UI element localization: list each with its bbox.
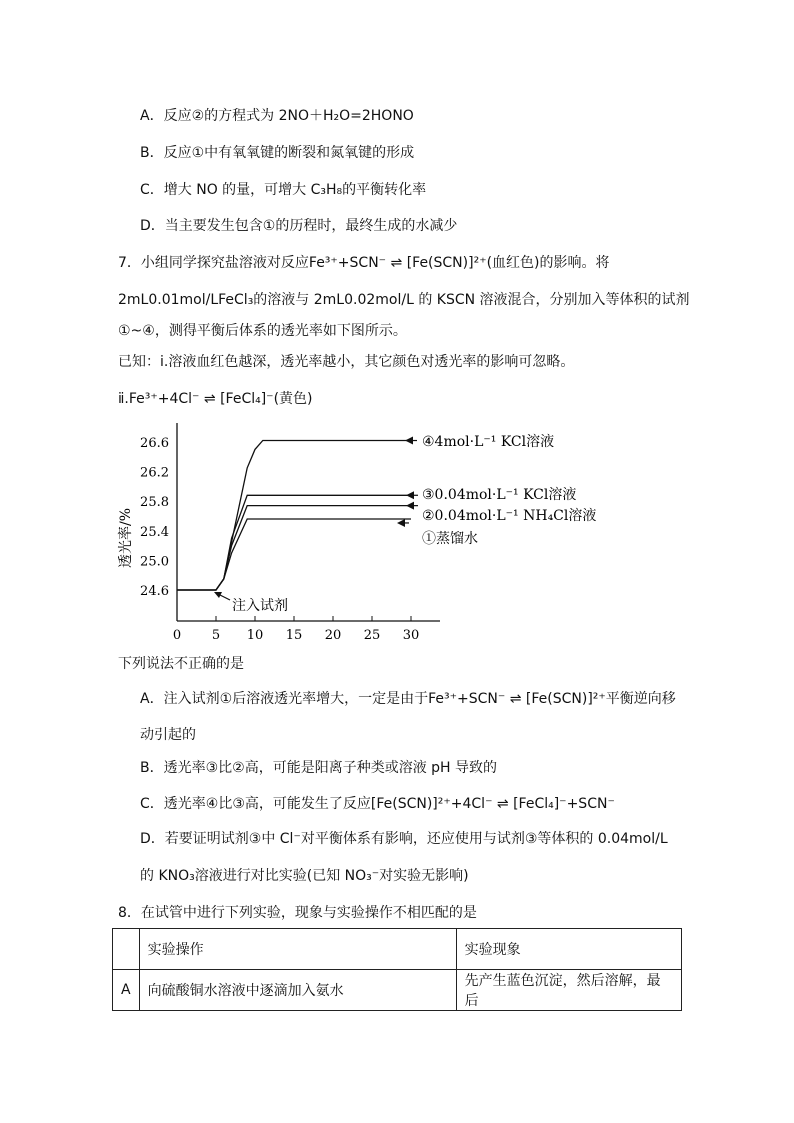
q7-option-b: B．透光率③比②高，可能是阳离子种类或溶液 pH 导致的 bbox=[140, 760, 498, 776]
legend-arrow-head bbox=[406, 491, 414, 499]
y-tick-label: 25.0 bbox=[140, 554, 169, 570]
table-header-cell bbox=[113, 929, 140, 970]
q6-option-b: B．反应①中有氧氧键的断裂和氮氧键的形成 bbox=[140, 145, 415, 161]
table-cell: 向硫酸铜水溶液中逐滴加入氨水 bbox=[139, 970, 456, 1011]
q7-question: 下列说法不正确的是 bbox=[118, 656, 244, 672]
y-tick-label: 25.8 bbox=[140, 495, 169, 511]
legend-label: ①蒸馏水 bbox=[422, 531, 478, 547]
q8-stem: 8．在试管中进行下列实验，现象与实验操作不相匹配的是 bbox=[118, 905, 477, 921]
x-tick-label: 15 bbox=[285, 628, 303, 643]
inject-annotation: 注入试剂 bbox=[232, 598, 288, 614]
q6-option-a: A．反应②的方程式为 2NO＋H₂O=2HONO bbox=[140, 108, 414, 124]
table-header-cell: 实验操作 bbox=[139, 929, 456, 970]
chart-series bbox=[177, 441, 411, 591]
q7-stem-line1: 7．小组同学探究盐溶液对反应Fe³⁺+SCN⁻ ⇌ [Fe(SCN)]²⁺(血红色)的影响。将 bbox=[118, 255, 610, 271]
series-line-1 bbox=[177, 441, 411, 591]
q6-option-d: D．当主要发生包含①的历程时，最终生成的水减少 bbox=[140, 218, 458, 234]
y-tick-label: 26.6 bbox=[140, 436, 169, 451]
chart-legend bbox=[214, 433, 596, 600]
x-tick-label: 25 bbox=[363, 628, 381, 643]
x-tick-label: 30 bbox=[402, 628, 420, 643]
y-tick-label: 24.6 bbox=[140, 584, 169, 599]
series-line-2 bbox=[177, 495, 411, 590]
y-axis-label: 透光率/% bbox=[118, 507, 134, 569]
q7-option-a-line1: A．注入试剂①后溶液透光率增大，一定是由于Fe³⁺+SCN⁻ ⇌ [Fe(SCN)]²⁺平衡逆向移 bbox=[140, 691, 676, 707]
q7-option-a-line2: 动引起的 bbox=[140, 727, 196, 743]
x-tick-label: 10 bbox=[246, 628, 264, 643]
q6-option-c: C．增大 NO 的量，可增大 C₃H₈的平衡转化率 bbox=[140, 182, 427, 198]
y-tick-label: 25.4 bbox=[140, 524, 169, 540]
q7-stem-line3: ①~④，测得平衡后体系的透光率如下图所示。 bbox=[118, 323, 407, 339]
transmittance-chart bbox=[110, 418, 600, 646]
q7-known-ii: ⅱ.Fe³⁺+4Cl⁻ ⇌ [FeCl₄]⁻(黄色) bbox=[118, 391, 313, 407]
q7-known-i: 已知：ⅰ.溶液血红色越深，透光率越小，其它颜色对透光率的影响可忽略。 bbox=[118, 354, 575, 370]
series-line-4 bbox=[177, 519, 411, 590]
q7-option-c: C．透光率④比③高，可能发生了反应[Fe(SCN)]²⁺+4Cl⁻ ⇌ [FeCl₄]⁻+SCN⁻ bbox=[140, 796, 615, 812]
legend-label: ④4mol·L⁻¹ KCl溶液 bbox=[422, 434, 555, 450]
table-row bbox=[113, 970, 682, 1011]
x-tick-label: 0 bbox=[172, 628, 182, 643]
legend-arrow-head bbox=[405, 437, 413, 445]
chart-axes bbox=[140, 423, 440, 643]
x-tick-label: 20 bbox=[324, 628, 342, 643]
x-tick-label: 5 bbox=[211, 628, 221, 643]
series-line-3 bbox=[177, 506, 411, 590]
legend-label: ③0.04mol·L⁻¹ KCl溶液 bbox=[422, 487, 577, 503]
legend-arrow-head bbox=[406, 502, 414, 510]
y-tick-label: 26.2 bbox=[140, 465, 169, 481]
q7-option-d-line2: 的 KNO₃溶液进行对比实验(已知 NO₃⁻对实验无影响) bbox=[140, 868, 469, 884]
table-cell: 先产生蓝色沉淀，然后溶解，最后 bbox=[456, 970, 681, 1011]
q7-stem-line2: 2mL0.01mol/LFeCl₃的溶液与 2mL0.02mol/L 的 KSCN 溶液混合，分别加入等体积的试剂 bbox=[118, 292, 690, 308]
legend-label: ②0.04mol·L⁻¹ NH₄Cl溶液 bbox=[422, 508, 597, 524]
table-header-row bbox=[113, 929, 682, 970]
table-cell: A bbox=[113, 970, 140, 1011]
legend-arrow-head bbox=[397, 519, 405, 527]
experiment-table bbox=[112, 928, 682, 1011]
q7-option-d-line1: D．若要证明试剂③中 Cl⁻对平衡体系有影响，还应使用与试剂③等体积的 0.04mol/L bbox=[140, 831, 668, 847]
table-header-cell: 实验现象 bbox=[456, 929, 681, 970]
